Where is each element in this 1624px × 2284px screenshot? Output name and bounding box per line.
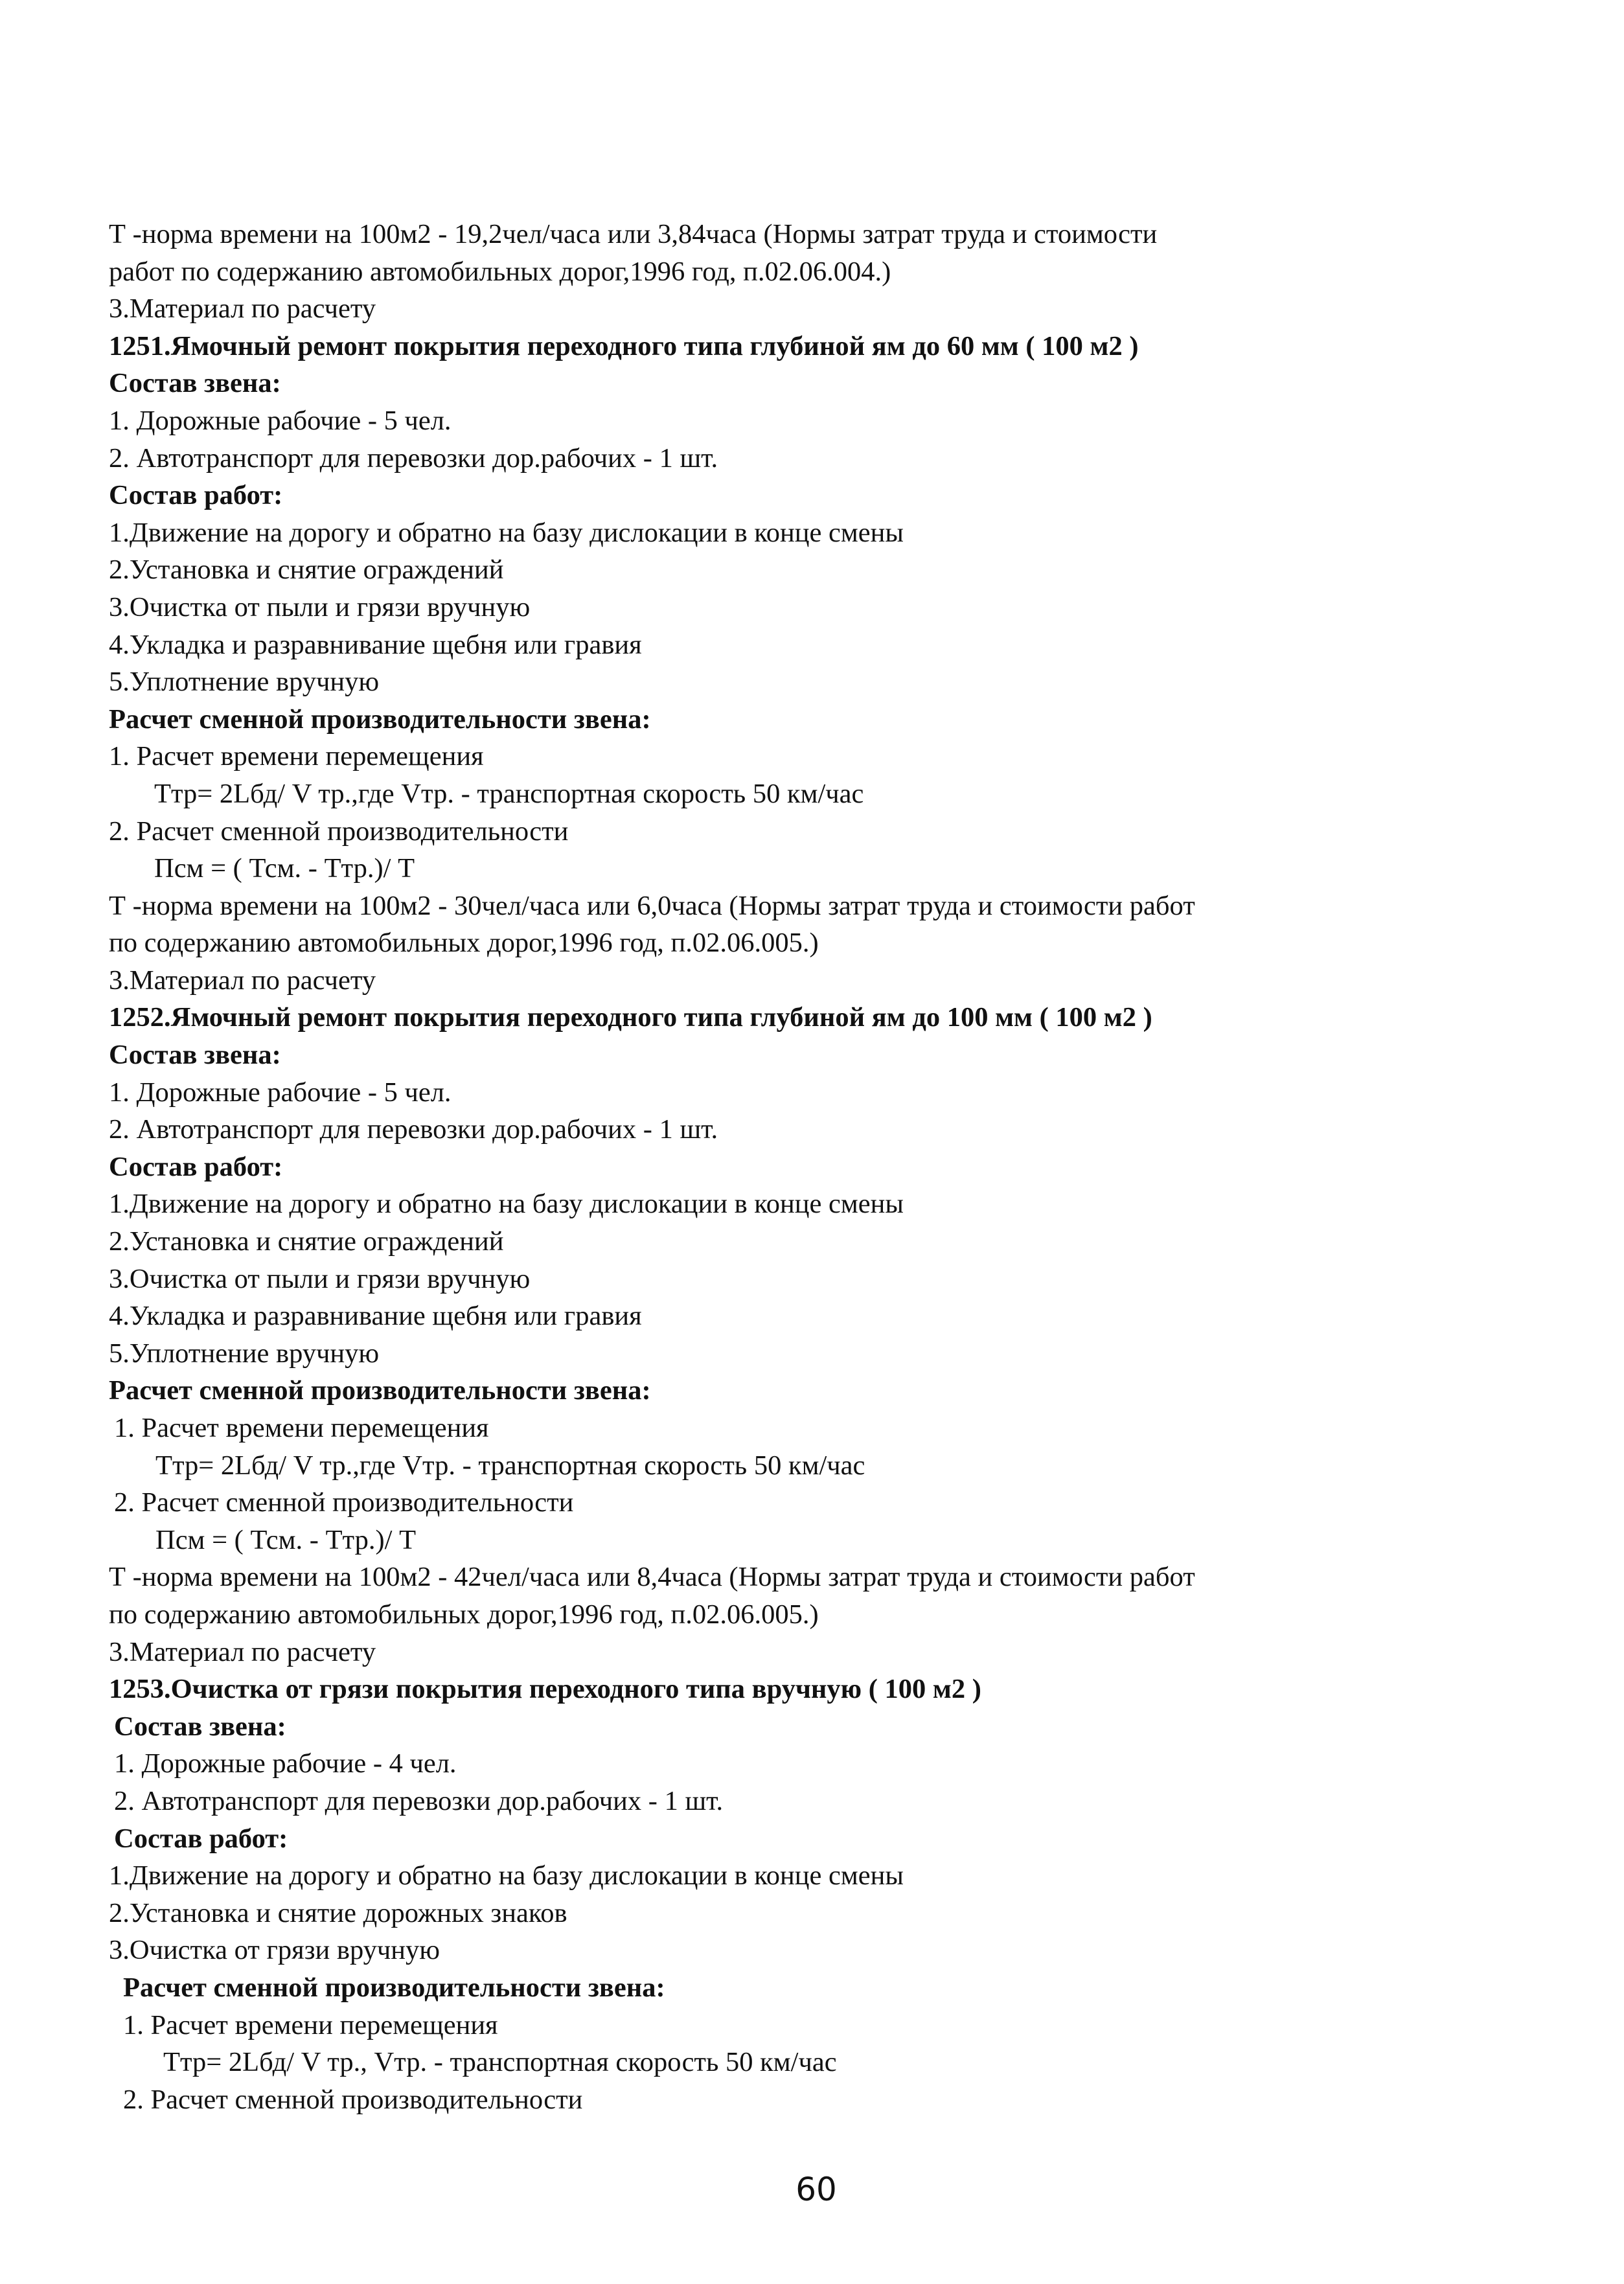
section-heading: 1251.Ямочный ремонт покрытия переходного типа глубиной ям до 60 мм ( 100 м2 ): [109, 330, 1139, 361]
list-item: 1. Расчет времени перемещения: [109, 741, 484, 772]
list-item: 2. Автотранспорт для перевозки дор.рабочих - 1 шт.: [114, 1785, 724, 1816]
text-line: по содержанию автомобильных дорог,1996 год, п.02.06.005.): [109, 928, 819, 959]
list-item: 1. Расчет времени перемещения: [123, 2009, 498, 2040]
text-line: работ по содержанию автомобильных дорог,1996 год, п.02.06.004.): [109, 256, 891, 287]
section-heading: 1253.Очистка от грязи покрытия переходного типа вручную ( 100 м2 ): [109, 1674, 981, 1705]
subheading: Состав звена:: [109, 368, 281, 399]
subheading: Расчет сменной производительности звена:: [123, 1972, 665, 2003]
list-item: 1. Дорожные рабочие - 5 чел.: [109, 405, 452, 436]
list-item: 1. Дорожные рабочие - 5 чел.: [109, 1077, 452, 1108]
formula-line: Ттр= 2Lбд/ V тр.,где Vтр. - транспортная скорость 50 км/час: [155, 1450, 865, 1481]
subheading: Состав звена:: [109, 1040, 281, 1071]
formula-line: Ттр= 2Lбд/ V тр., Vтр. - транспортная скорость 50 км/час: [163, 2047, 837, 2078]
list-item: 1.Движение на дорогу и обратно на базу дислокации в конце смены: [109, 1860, 904, 1891]
list-item: 5.Уплотнение вручную: [109, 1338, 380, 1369]
section-heading: 1252.Ямочный ремонт покрытия переходного типа глубиной ям до 100 мм ( 100 м2 ): [109, 1002, 1152, 1033]
text-line: 3.Материал по расчету: [109, 965, 376, 996]
subheading: Состав работ:: [109, 1151, 283, 1182]
formula-line: Псм = ( Тсм. - Ттр.)/ Т: [154, 853, 415, 884]
formula-line: Псм = ( Тсм. - Ттр.)/ Т: [155, 1524, 417, 1555]
list-item: 2.Установка и снятие дорожных знаков: [109, 1897, 567, 1928]
formula-line: Ттр= 2Lбд/ V тр.,где Vтр. - транспортная скорость 50 км/час: [154, 778, 864, 809]
subheading: Состав работ:: [109, 480, 283, 511]
subheading: Расчет сменной производительности звена:: [109, 1375, 651, 1406]
list-item: 3.Очистка от пыли и грязи вручную: [109, 591, 531, 622]
list-item: 2.Установка и снятие ограждений: [109, 554, 504, 586]
list-item: 1.Движение на дорогу и обратно на базу дислокации в конце смены: [109, 517, 904, 548]
list-item: 2. Автотранспорт для перевозки дор.рабочих - 1 шт.: [109, 442, 718, 474]
list-item: 3.Очистка от пыли и грязи вручную: [109, 1263, 531, 1294]
list-item: 3.Очистка от грязи вручную: [109, 1935, 440, 1966]
list-item: 1. Расчет времени перемещения: [114, 1413, 489, 1443]
list-item: 2. Расчет сменной производительности: [109, 816, 569, 847]
text-line: 3.Материал по расчету: [109, 293, 376, 325]
text-line: Т -норма времени на 100м2 - 42чел/часа или 8,4часа (Нормы затрат труда и стоимости работ: [109, 1562, 1195, 1593]
text-line: Т -норма времени на 100м2 - 30чел/часа или 6,0часа (Нормы затрат труда и стоимости работ: [109, 890, 1195, 921]
text-line: Т -норма времени на 100м2 - 19,2чел/часа или 3,84часа (Нормы затрат труда и стоимости: [109, 219, 1158, 249]
list-item: 5.Уплотнение вручную: [109, 667, 380, 698]
document-body: [109, 216, 1469, 2118]
list-item: 2. Автотранспорт для перевозки дор.рабочих - 1 шт.: [109, 1114, 718, 1145]
subheading: Состав работ:: [114, 1823, 288, 1854]
subheading: Расчет сменной производительности звена:: [109, 703, 651, 735]
list-item: 4.Укладка и разравнивание щебня или гравия: [109, 629, 642, 660]
subheading: Состав звена:: [114, 1711, 286, 1742]
list-item: 1.Движение на дорогу и обратно на базу дислокации в конце смены: [109, 1189, 904, 1220]
list-item: 2. Расчет сменной производительности: [123, 2084, 583, 2115]
list-item: 2. Расчет сменной производительности: [114, 1487, 574, 1518]
list-item: 2.Установка и снятие ограждений: [109, 1226, 504, 1257]
text-line: 3.Материал по расчету: [109, 1636, 376, 1667]
text-line: по содержанию автомобильных дорог,1996 год, п.02.06.005.): [109, 1599, 819, 1630]
list-item: 1. Дорожные рабочие - 4 чел.: [114, 1748, 457, 1779]
list-item: 4.Укладка и разравнивание щебня или гравия: [109, 1301, 642, 1332]
page-number: 60: [795, 2171, 837, 2208]
